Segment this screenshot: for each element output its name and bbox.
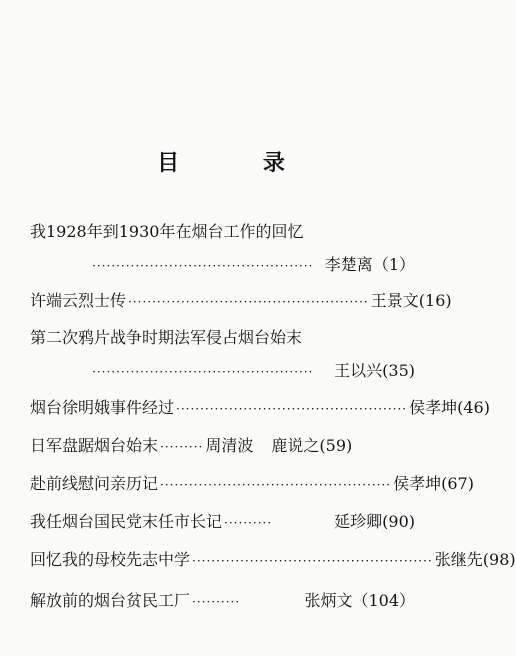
toc-author: 王景文	[370, 291, 419, 310]
toc-entry-1-title: 我1928年到1930年在烟台工作的回忆	[30, 222, 304, 241]
toc-author: 王以兴	[334, 361, 383, 380]
toc-entry-1[interactable]	[90, 254, 415, 277]
leader-dots: ··················································	[128, 295, 369, 309]
toc-author: 侯孝坤	[393, 474, 442, 493]
toc-page-number: (67)	[441, 474, 474, 493]
leader-dots: ··········	[192, 595, 241, 609]
toc-title: 赴前线慰问亲历记	[30, 474, 159, 493]
toc-author: 李楚离	[324, 255, 373, 274]
toc-entry-3-title: 第二次鸦片战争时期法军侵占烟台始末	[30, 328, 303, 347]
page-title: 目 录	[157, 151, 323, 176]
leader-dots: ·········	[160, 440, 204, 454]
toc-author: 侯孝坤	[409, 398, 458, 417]
toc-entry-9[interactable]	[30, 590, 415, 613]
toc-author-1: 周清波	[205, 436, 254, 455]
toc-title: 烟台徐明娥事件经过	[30, 398, 175, 417]
toc-page-number: (90)	[382, 512, 415, 531]
toc-entry-6[interactable]	[30, 473, 474, 496]
toc-page-number: (46)	[457, 398, 490, 417]
toc-author: 延珍卿	[334, 512, 383, 531]
toc-entry-7[interactable]	[30, 511, 415, 534]
toc-author-2: 鹿说之	[271, 436, 320, 455]
toc-title: 我任烟台国民党末任市长记	[30, 512, 223, 531]
leader-dots: ··············································	[92, 259, 314, 273]
leader-dots: ··················································	[192, 554, 433, 568]
toc-title: 日军盘踞烟台始末	[30, 436, 159, 455]
toc-entry-5[interactable]	[30, 435, 415, 458]
toc-page-number: （1）	[372, 255, 415, 274]
leader-dots: ··········	[224, 516, 273, 530]
toc-title: 许端云烈士传	[30, 291, 127, 310]
leader-dots: ··············································	[92, 365, 314, 379]
leader-dots: ················································	[176, 402, 408, 416]
toc-entry-3[interactable]	[90, 360, 415, 383]
toc-entry-8[interactable]	[30, 549, 516, 572]
leader-dots: ················································	[160, 478, 392, 492]
toc-author: 张炳文	[304, 591, 353, 610]
toc-page-number: （104）	[352, 591, 415, 610]
toc-page-number: (16)	[418, 291, 452, 310]
toc-title: 解放前的烟台贫民工厂	[30, 591, 191, 610]
toc-author: 张继先	[434, 550, 483, 569]
toc-entry-2[interactable]	[30, 290, 452, 313]
toc-page-number: (59)	[319, 436, 353, 455]
toc-title: 回忆我的母校先志中学	[30, 550, 191, 569]
toc-page-number: (35)	[382, 361, 415, 380]
toc-entry-4[interactable]	[30, 397, 490, 420]
toc-page-number: (98)	[482, 550, 516, 569]
